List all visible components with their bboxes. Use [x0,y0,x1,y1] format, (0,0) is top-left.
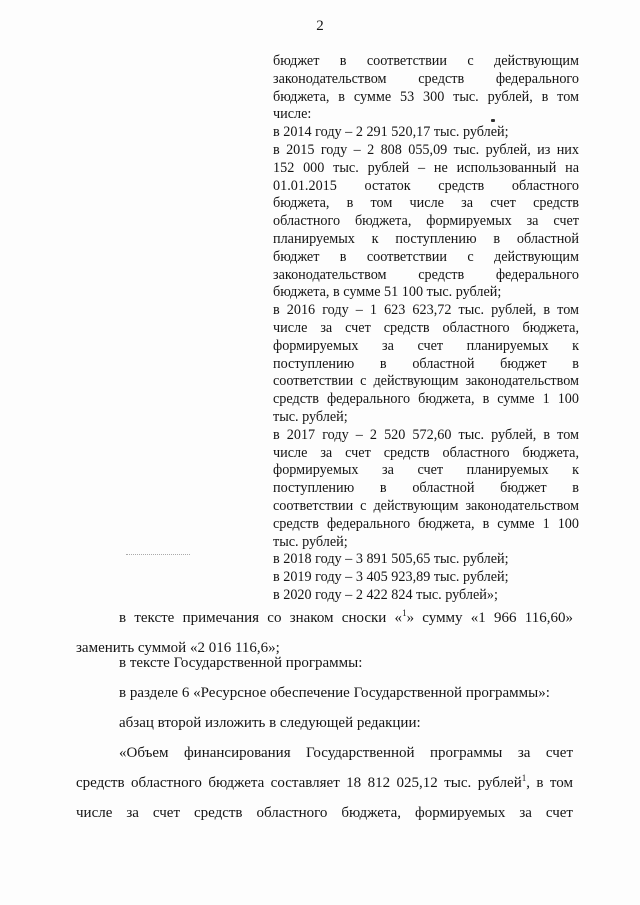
quote-line-1: «Объем финансирования Государственной программы за счет [119,745,573,761]
quote-line-2-text: средств областного бюджета составляет 18 812 025,12 тыс. рублей [76,775,522,791]
column-line: в 2018 году – 3 891 505,65 тыс. рублей; [273,551,509,568]
quote-line-3: числе за счет средств областного бюджета, формируемых за счет [76,805,573,821]
section-6-line: в разделе 6 «Ресурсное обеспечение Государственной программы»: [119,685,550,701]
column-line: числе за счет средств областного бюджета, [273,444,579,461]
column-line: 152 000 тыс. рублей – не использованный на [273,159,579,176]
footnote-mark: 1 [402,608,407,618]
column-line: планируемых к поступлению в областной [273,230,579,247]
quote-line-2-end: , в том [526,775,573,791]
column-line: в 2017 году – 2 520 572,60 тыс. рублей, в том [273,426,579,443]
column-line: поступлению в областной бюджет в [273,480,579,497]
column-line: в 2020 году – 2 422 824 тыс. рублей»; [273,586,498,603]
column-line: числе: [273,106,312,123]
column-line: законодательством средств федерального [273,266,579,283]
column-line: законодательством средств федерального [273,70,579,87]
column-line: бюджета, в том числе за счет средств [273,195,579,212]
column-line: поступлению в областной бюджет в [273,355,579,372]
abzac-paragraph [76,708,573,738]
column-line: бюджет в соответствии с действующим [273,248,579,265]
scan-artifact [126,544,190,555]
section-6-paragraph [76,678,573,708]
footnote-line-1-amount: » сумму «1 966 116,60» [406,610,573,626]
column-line: бюджета, в сумме 53 300 тыс. рублей, в том [273,88,579,105]
column-line: формируемых за счет планируемых к [273,337,579,354]
column-line: соответствии с действующим законодательством [273,497,579,514]
column-line: средств федерального бюджета, в сумме 1 100 [273,515,579,532]
column-line: соответствии с действующим законодательством [273,373,579,390]
column-line: в 2014 году – 2 291 520,17 тыс. рублей; [273,124,509,141]
footnote-line-1 [76,603,573,633]
column-line: средств федерального бюджета, в сумме 1 100 [273,391,579,408]
footnote-line-2: заменить суммой «2 016 116,6»; [76,640,280,656]
column-line: числе за счет средств областного бюджета, [273,319,579,336]
column-line: в 2016 году – 1 623 623,72 тыс. рублей, в том [273,302,579,319]
column-line: бюджета, в сумме 51 100 тыс. рублей; [273,284,502,301]
column-line: областного бюджета, формируемых за счет [273,213,579,230]
column-line: 01.01.2015 остаток средств областного [273,177,579,194]
column-line: тыс. рублей; [273,408,348,425]
budget-breakdown-column [273,53,579,605]
abzac-line: абзац второй изложить в следующей редакции: [119,715,421,731]
page-number: 2 [316,18,324,34]
column-line: бюджет в соответствии с действующим [273,53,579,69]
quote-line-2 [76,768,573,798]
program-text-line: в тексте Государственной программы: [119,655,363,671]
quote-paragraph [76,738,573,828]
column-line: тыс. рублей; [273,533,348,550]
column-line: в 2019 году – 3 405 923,89 тыс. рублей; [273,569,509,586]
quote-footnote-mark: 1 [521,773,527,783]
program-text-paragraph [76,648,573,678]
column-line: в 2015 году – 2 808 055,09 тыс. рублей, из них [273,141,579,158]
footnote-line-1-text: в тексте примечания со знаком сноски « [119,610,403,626]
column-line: формируемых за счет планируемых к [273,462,579,479]
